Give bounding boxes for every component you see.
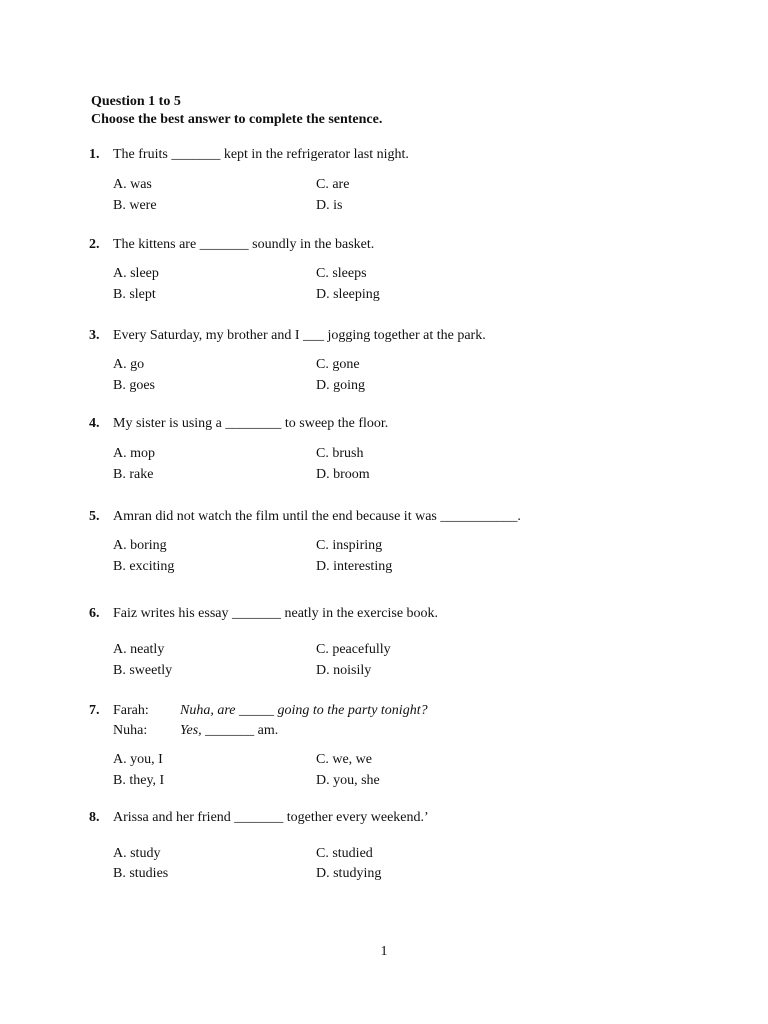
option-d[interactable]: D. going [316, 378, 365, 393]
option-b[interactable]: B. goes [113, 378, 155, 393]
option-c[interactable]: C. inspiring [316, 538, 383, 553]
option-c[interactable]: C. we, we [316, 752, 372, 767]
option-a[interactable]: A. was [113, 177, 152, 192]
question-text: Every Saturday, my brother and I ___ jogging together at the park. [113, 328, 486, 343]
option-c[interactable]: C. studied [316, 846, 373, 861]
dialogue-line-2 [180, 723, 278, 739]
option-d[interactable]: D. you, she [316, 773, 380, 788]
option-c[interactable]: C. are [316, 177, 350, 192]
option-c[interactable]: C. sleeps [316, 266, 367, 281]
dialogue-speaker-2: Nuha: [113, 723, 148, 738]
option-c[interactable]: C. gone [316, 357, 360, 372]
option-a[interactable]: A. boring [113, 538, 167, 553]
question-number: 5. [89, 509, 100, 524]
question-number: 6. [89, 606, 100, 621]
option-d[interactable]: D. sleeping [316, 287, 380, 302]
option-c[interactable]: C. peacefully [316, 642, 391, 657]
question-number: 8. [89, 810, 100, 825]
question-text: Amran did not watch the film until the end because it was ___________. [113, 509, 521, 524]
dialogue-line-1-text: Nuha, are _____ going to the party tonight? [180, 703, 428, 718]
option-b[interactable]: B. exciting [113, 559, 175, 574]
option-b[interactable]: B. studies [113, 866, 169, 881]
question-text: Faiz writes his essay _______ neatly in the exercise book. [113, 606, 439, 621]
question-text: The kittens are _______ soundly in the basket. [113, 237, 375, 252]
option-a[interactable]: A. neatly [113, 642, 165, 657]
question-number: 4. [89, 416, 100, 431]
option-b[interactable]: B. sweetly [113, 663, 173, 678]
dialogue-line-1 [180, 703, 428, 719]
option-a[interactable]: A. you, I [113, 752, 163, 767]
option-d[interactable]: D. noisily [316, 663, 372, 678]
question-number: 3. [89, 328, 100, 343]
option-c[interactable]: C. brush [316, 446, 364, 461]
option-b[interactable]: B. were [113, 198, 157, 213]
section-instruction: Choose the best answer to complete the sentence. [91, 112, 383, 127]
question-text: Arissa and her friend _______ together every weekend.’ [113, 810, 429, 825]
option-a[interactable]: A. study [113, 846, 161, 861]
question-text: My sister is using a ________ to sweep the floor. [113, 416, 389, 431]
page-number: 1 [380, 944, 388, 959]
question-number: 2. [89, 237, 100, 252]
question-text: The fruits _______ kept in the refrigerator last night. [113, 147, 409, 162]
section-title: Question 1 to 5 [91, 94, 181, 109]
question-number: 7. [89, 703, 100, 718]
dialogue-line-2-italic: Yes, [180, 723, 202, 738]
dialogue-speaker-1: Farah: [113, 703, 149, 718]
option-a[interactable]: A. sleep [113, 266, 159, 281]
option-b[interactable]: B. they, I [113, 773, 165, 788]
option-b[interactable]: B. slept [113, 287, 156, 302]
dialogue-line-2-rest: _______ am. [201, 723, 279, 738]
option-d[interactable]: D. studying [316, 866, 382, 881]
option-d[interactable]: D. broom [316, 467, 370, 482]
question-number: 1. [89, 147, 100, 162]
option-d[interactable]: D. is [316, 198, 343, 213]
option-a[interactable]: A. go [113, 357, 145, 372]
option-a[interactable]: A. mop [113, 446, 155, 461]
option-b[interactable]: B. rake [113, 467, 154, 482]
option-d[interactable]: D. interesting [316, 559, 393, 574]
